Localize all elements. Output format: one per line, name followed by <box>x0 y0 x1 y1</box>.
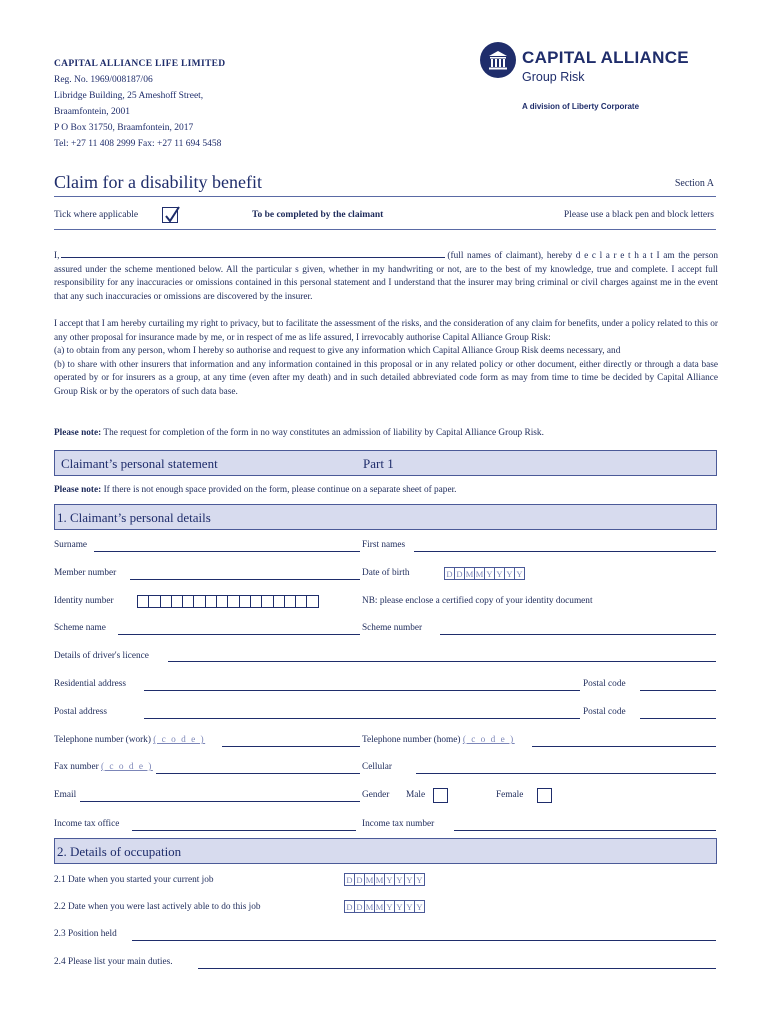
surname-input[interactable] <box>94 551 360 552</box>
contact-numbers: Tel: +27 11 408 2999 Fax: +27 11 694 5458 <box>54 139 222 149</box>
company-details <box>54 56 225 152</box>
cellular-label: Cellular <box>362 762 392 772</box>
last-active-date-boxes[interactable]: D D M M Y Y Y Y <box>344 900 424 913</box>
declaration-paragraph: I, (full names of claimant), hereby d e c l a r e t h a t I am the person assured under the scheme mentioned below. All the particular s given, whether in my handwriting or not, are to the best of my knowledge, true and complete. I accept full responsibility for any inaccuracies or omissions contained in this personal statement and I understand that the insurer may bring criminal or civil charges against me in the event that any such inaccuracies or omissions are discovered by the insurer. <box>54 248 718 304</box>
tick-instruction: Tick where applicable <box>54 210 139 220</box>
first-names-label: First names <box>362 540 406 550</box>
main-duties-label: 2.4 Please list your main duties. <box>54 957 173 967</box>
email-label: Email <box>54 790 77 800</box>
clause-b: (b) to share with other insurers that information and any information contained in this proposal or in any related policy or other document, either directly or through a data base operated by or for insurers as a group, at any time (even after my death) and in such detailed abbreviated code form as may from time to time be decided by Capital Alliance Group Risk or by the operators of such data base. <box>54 359 718 397</box>
scheme-name-label: Scheme name <box>54 623 106 633</box>
space-note: Please note: If there is not enough space provided on the form, please continue on a separate sheet of paper. <box>54 485 457 495</box>
residential-address-input[interactable] <box>144 690 580 691</box>
gender-label: Gender <box>362 790 390 800</box>
company-name: CAPITAL ALLIANCE LIFE LIMITED <box>54 59 226 69</box>
date-of-birth-label: Date of birth <box>362 568 410 578</box>
postal-code-label: Postal code <box>583 679 626 689</box>
position-held-label: 2.3 Position held <box>54 929 117 939</box>
scheme-number-input[interactable] <box>440 634 716 635</box>
capital-alliance-logo <box>480 40 720 115</box>
completion-instruction: To be completed by the claimant <box>252 210 384 220</box>
logo-wordmark: CAPITAL ALLIANCE <box>522 48 689 67</box>
building-icon <box>480 42 516 78</box>
surname-label: Surname <box>54 540 88 550</box>
postal-address-label: Postal address <box>54 707 107 717</box>
income-tax-office-input[interactable] <box>132 830 356 831</box>
address-line: Braamfontein, 2001 <box>54 107 130 117</box>
income-tax-office-label: Income tax office <box>54 819 120 829</box>
drivers-licence-input[interactable] <box>168 661 716 662</box>
postal-code-label: Postal code <box>583 707 626 717</box>
identity-number-label: Identity number <box>54 596 114 606</box>
start-date-label: 2.1 Date when you started your current job <box>54 875 214 885</box>
applicable-checkbox[interactable] <box>162 207 178 223</box>
id-copy-note: NB: please enclose a certified copy of your identity document <box>362 596 593 606</box>
member-number-label: Member number <box>54 568 117 578</box>
division-note: A division of Liberty Corporate <box>522 102 640 111</box>
tel-home-input[interactable] <box>532 746 716 747</box>
claimant-name-field[interactable] <box>61 248 445 258</box>
last-active-date-label: 2.2 Date when you were last actively able to do this job <box>54 902 261 912</box>
fax-label: Fax number ( c o d e ) <box>54 762 153 772</box>
female-label: Female <box>496 790 524 800</box>
tel-work-label: Telephone number (work) ( c o d e ) <box>54 735 206 745</box>
tel-work-input[interactable] <box>222 746 360 747</box>
female-checkbox[interactable] <box>537 788 552 803</box>
checkmark-icon <box>163 205 181 225</box>
privacy-paragraph: I accept that I am hereby curtailing my right to privacy, but to facilitate the assessment of the risks, and the consideration of any claim for benefits, under a policy related to this or any other proposal for insurance made by me, or in respect of me as life assured, I irrevocably authorise Capital Alliance Group Risk: (a) to obtain from any person, whom I hereby so authorise and request to give any information which Capital Alliance Group Risk deems necessary, and (b) to share with other insurers that information and any information contained in this proposal or in any related policy or other document, either directly or through a data base operated by or for insurers as a group, at any time (even after my death) and in such detailed abbreviated code form as may from time to time be decided by Capital Alliance Group Risk or by the operators of such data base. <box>54 318 718 399</box>
main-duties-input[interactable] <box>198 968 716 969</box>
residential-postal-code-input[interactable] <box>640 690 716 691</box>
section1-header: 1. Claimant’s personal details <box>54 504 717 530</box>
first-names-input[interactable] <box>414 551 716 552</box>
residential-address-label: Residential address <box>54 679 127 689</box>
email-input[interactable] <box>80 801 360 802</box>
fax-input[interactable] <box>156 773 360 774</box>
postal-address-input[interactable] <box>144 718 580 719</box>
section2-header: 2. Details of occupation <box>54 838 717 864</box>
identity-number-boxes[interactable] <box>137 595 318 608</box>
male-label: Male <box>406 790 426 800</box>
start-date-boxes[interactable]: D D M M Y Y Y Y <box>344 873 424 886</box>
postal-code-input[interactable] <box>640 718 716 719</box>
male-checkbox[interactable] <box>433 788 448 803</box>
part1-header: Claimant’s personal statement Part 1 <box>54 450 717 476</box>
pen-instruction: Please use a black pen and block letters <box>563 210 714 220</box>
income-tax-number-input[interactable] <box>454 830 716 831</box>
tel-home-label: Telephone number (home) ( c o d e ) <box>362 735 515 745</box>
drivers-licence-label: Details of driver's licence <box>54 651 149 661</box>
divider <box>54 229 716 230</box>
logo-subtitle: Group Risk <box>522 70 585 84</box>
position-held-input[interactable] <box>132 940 716 941</box>
scheme-name-input[interactable] <box>118 634 360 635</box>
member-number-input[interactable] <box>130 579 360 580</box>
scheme-number-label: Scheme number <box>362 623 423 633</box>
po-box: P O Box 31750, Braamfontein, 2017 <box>54 123 194 133</box>
divider <box>54 196 716 197</box>
liability-note: Please note: The request for completion of the form in no way constitutes an admission of liability by Capital Alliance Group Risk. <box>54 428 544 438</box>
cellular-input[interactable] <box>416 773 716 774</box>
section-label: Section A <box>674 178 714 189</box>
income-tax-number-label: Income tax number <box>362 819 435 829</box>
form-title: Claim for a disability benefit <box>54 172 262 192</box>
registration-number: Reg. No. 1969/008187/06 <box>54 75 153 85</box>
address-line: Libridge Building, 25 Ameshoff Street, <box>54 91 204 101</box>
date-of-birth-boxes[interactable]: D D M M Y Y Y Y <box>444 567 524 580</box>
